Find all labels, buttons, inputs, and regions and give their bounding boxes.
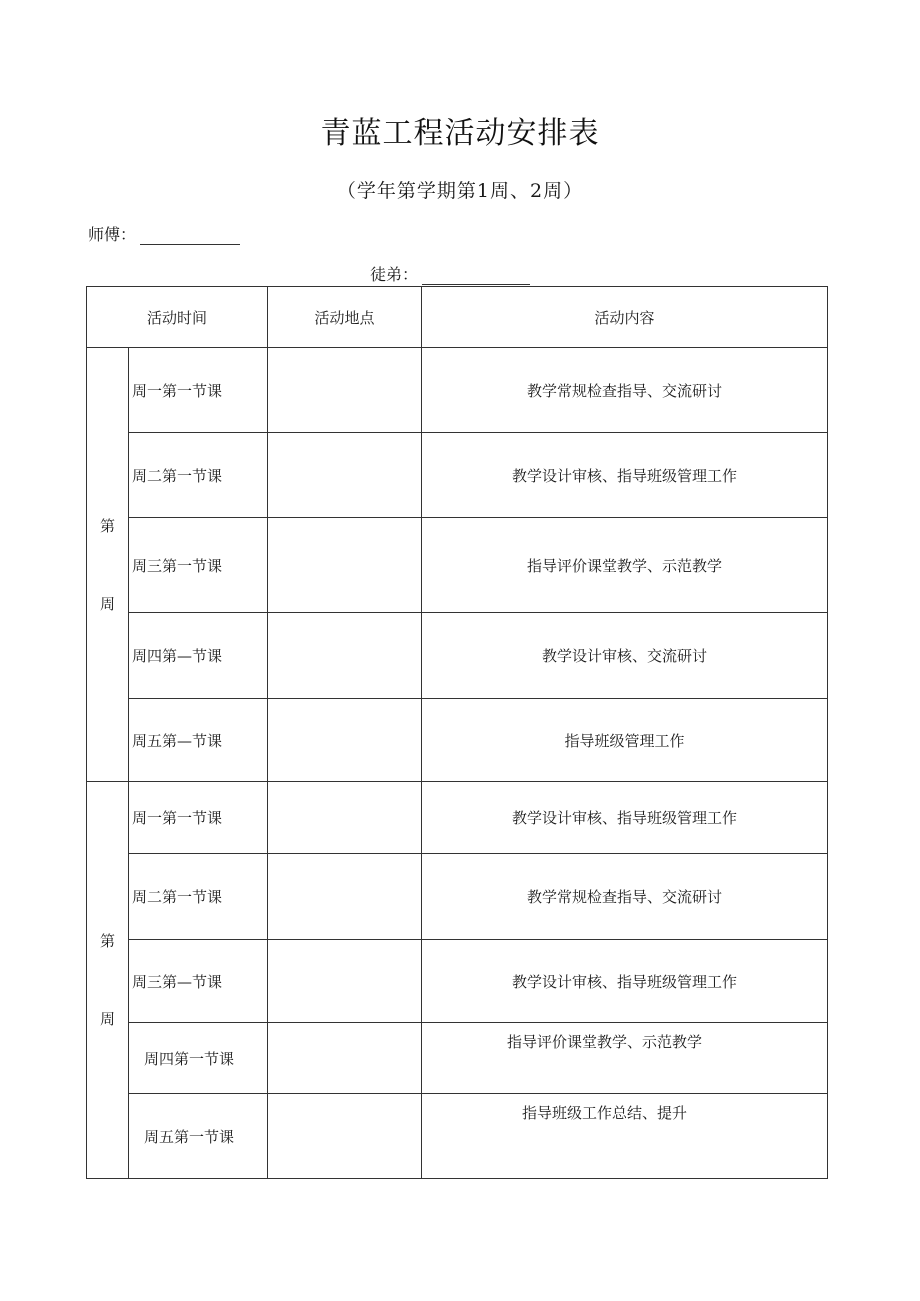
master-field [88, 222, 240, 245]
schedule-table [86, 286, 828, 1179]
time-cell: 周四第一节课 [129, 1023, 268, 1094]
place-cell[interactable] [268, 613, 422, 699]
place-cell[interactable] [268, 854, 422, 940]
place-cell[interactable] [268, 348, 422, 433]
place-cell[interactable] [268, 782, 422, 854]
time-cell: 周四第—节课 [129, 613, 268, 699]
apprentice-field [370, 262, 530, 285]
table-row [87, 433, 828, 518]
content-cell: 指导班级工作总结、提升 [422, 1094, 828, 1179]
content-cell: 指导评价课堂教学、示范教学 [422, 518, 828, 613]
table-row [87, 1094, 828, 1179]
master-blank[interactable] [140, 226, 240, 245]
page-title: 青蓝工程活动安排表 [320, 116, 600, 151]
time-cell: 周三第—节课 [129, 940, 268, 1023]
week1-label: 第 周 [87, 348, 129, 782]
time-cell: 周一第一节课 [129, 782, 268, 854]
place-cell[interactable] [268, 699, 422, 782]
content-cell: 指导班级管理工作 [422, 699, 828, 782]
header-row [87, 287, 828, 348]
header-time: 活动时间 [87, 287, 268, 348]
table-row [87, 854, 828, 940]
apprentice-blank[interactable] [422, 266, 530, 285]
week2-label: 第 周 [87, 782, 129, 1179]
page-subtitle: （学年第学期第1周、2周） [336, 180, 584, 202]
content-cell: 教学设计审核、指导班级管理工作 [422, 940, 828, 1023]
content-cell: 教学常规检查指导、交流研讨 [422, 854, 828, 940]
place-cell[interactable] [268, 940, 422, 1023]
content-cell: 指导评价课堂教学、示范教学 [422, 1023, 828, 1094]
time-cell: 周一第一节课 [129, 348, 268, 433]
place-cell[interactable] [268, 1023, 422, 1094]
place-cell[interactable] [268, 518, 422, 613]
apprentice-label: 徒弟： [370, 265, 419, 284]
header-place: 活动地点 [268, 287, 422, 348]
content-cell: 教学设计审核、指导班级管理工作 [422, 433, 828, 518]
table-row [87, 518, 828, 613]
time-cell: 周五第—节课 [129, 699, 268, 782]
table-row [87, 613, 828, 699]
place-cell[interactable] [268, 433, 422, 518]
master-label: 师傅： [88, 225, 137, 244]
table-row [87, 940, 828, 1023]
time-cell: 周二第一节课 [129, 433, 268, 518]
table-row [87, 1023, 828, 1094]
place-cell[interactable] [268, 1094, 422, 1179]
header-content: 活动内容 [422, 287, 828, 348]
time-cell: 周五第一节课 [129, 1094, 268, 1179]
table-row [87, 699, 828, 782]
time-cell: 周二第一节课 [129, 854, 268, 940]
table-row [87, 782, 828, 854]
content-cell: 教学设计审核、指导班级管理工作 [422, 782, 828, 854]
content-cell: 教学常规检查指导、交流研讨 [422, 348, 828, 433]
content-cell: 教学设计审核、交流研讨 [422, 613, 828, 699]
time-cell: 周三第一节课 [129, 518, 268, 613]
table-row [87, 348, 828, 433]
